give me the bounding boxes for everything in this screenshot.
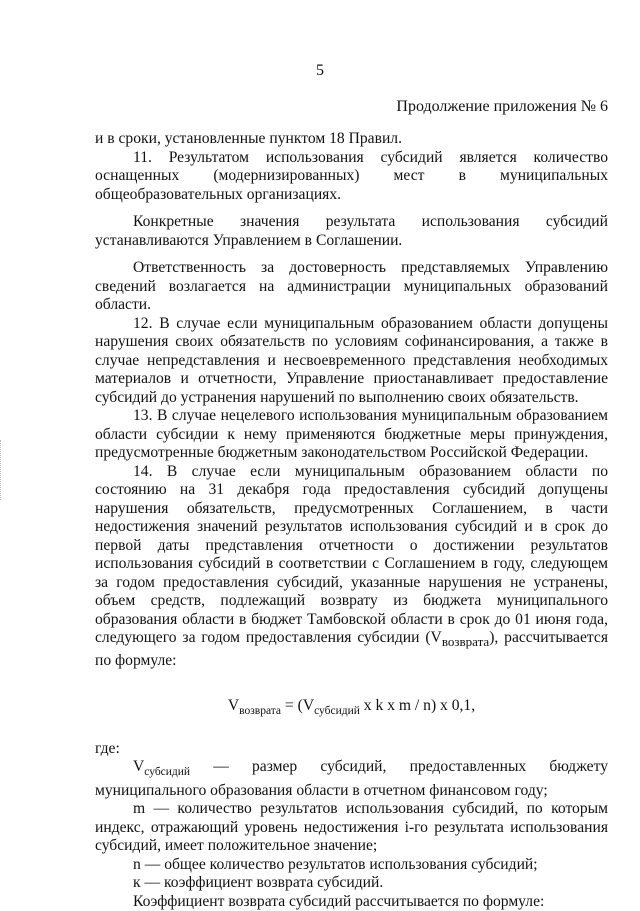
v-return-subscript: возврата [441,634,490,650]
definition-v [95,758,608,800]
document-body [95,130,608,911]
paragraph-11: 11. Результатом использования субсидий является количество оснащенных (модернизированных) мест в муниципальных общеобразовательных организациях. [95,148,608,203]
formula-v: V [227,697,240,715]
appendix-heading: Продолжение приложения № 6 [396,98,608,115]
paragraph-14-text: 14. В случае если муниципальным образованием области по состоянию на 31 декабря года предоставления субсидий допущены нарушения обязательств, предусмотренных Соглашением, в части недостижения значений результатов использования субсидий и в срок до первой даты представления отчетности о достижении результатов использования субсидий в соответствии с Соглашением в году, следующем за годом предоставления субсидий, указанные нарушения не устранены, объем средств, подлежащий возврату из бюджета муниципального образования области в бюджет Тамбовской области в срок до 01 июня года, следующего за годом предоставления субсидии (V [95,462,608,646]
paragraph-13: 13. В случае нецелевого использования муниципальным образованием области субсидии к нему применяются бюджетные меры принуждения, предусмотренные бюджетным законодательством Российской Федерации. [95,407,608,461]
definition-m: m — количество результатов использования субсидий, по которым индекс, отражающий уровень недостижения i-го результата использования субсидий, имеет положительное значение; [95,800,608,855]
formula-sub-return: возврата [239,705,282,718]
definition-k: к — коэффициент возврата субсидий. [133,874,384,892]
formula-tail: x k x m / n) x 0,1, [359,697,476,715]
definition-v-text: — размер субсидий, предоставленных бюджету муниципального образования области в отчетном финансовом году; [95,758,608,799]
where-label: где: [95,739,120,757]
definition-v-subscript: субсидий [144,766,191,779]
definition-v-letter: V [133,758,145,776]
closing-line: Коэффициент возврата субсидий рассчитывается по формуле: [133,892,545,910]
margin-scan-artifact [0,440,9,500]
paragraph-result-values: Конкретные значения результата использования субсидий устанавливаются Управлением в Соглашении. [95,213,608,249]
formula-mid: = (V [281,697,315,715]
formula-sub-subsidy: субсидий [314,705,360,718]
paragraph-14-end: ), рассчитывается по формуле: [95,629,608,669]
paragraph-responsibility: Ответственность за достоверность представляемых Управлению сведений возлагается на администрации муниципальных образований области. [95,259,608,313]
paragraph-14 [95,463,608,671]
return-formula [95,697,608,721]
paragraph-12: 12. В случае если муниципальным образованием области допущены нарушения своих обязательств по условиям софинансирования, а также в случае непредставления и несвоевременного представления необходимых материалов и отчетности, Управление приостанавливает предоставление субсидий до устранения нарушений по выполнению своих обязательств. [95,314,608,406]
paragraph-intro: и в сроки, установленные пунктом 18 Правил. [95,130,402,147]
page-number: 5 [316,62,324,79]
definition-n: n — общее количество результатов использования субсидий; [133,855,538,873]
